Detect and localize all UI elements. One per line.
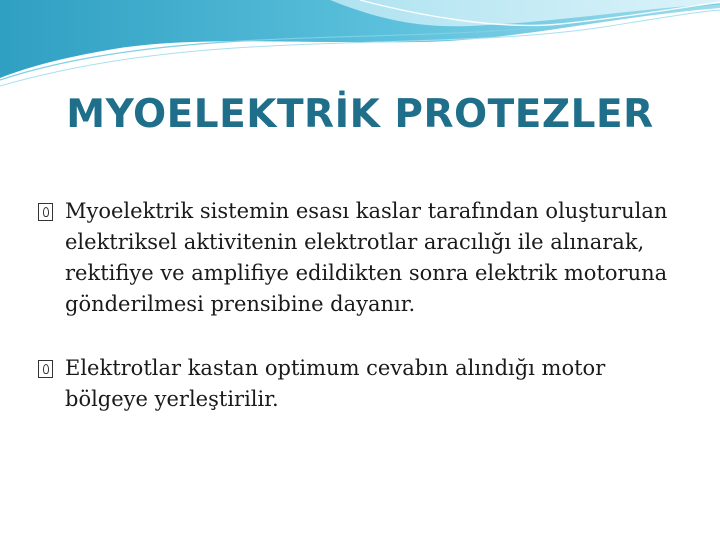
header-wave-decoration [0, 0, 720, 90]
bullet-text: Myoelektrik sistemin esası kaslar tarafından oluşturulan elektriksel aktivitenin elektrotlar aracılığı ile alınarak, rektifiye ve amplifiye edildikten sonra elektrik motoruna gönderilmesi prensibine dayanır. [65, 199, 668, 316]
bullet-item [36, 196, 686, 320]
bullet-text: Elektrotlar kastan optimum cevabın alındığı motor bölgeye yerleştirilir. [65, 356, 606, 411]
bullet-marker-icon [38, 203, 53, 221]
slide-title: MYOELEKTRİK PROTEZLER [66, 92, 654, 137]
bullet-marker-icon [38, 360, 53, 378]
bullet-list [36, 196, 686, 448]
bullet-item [36, 353, 686, 415]
